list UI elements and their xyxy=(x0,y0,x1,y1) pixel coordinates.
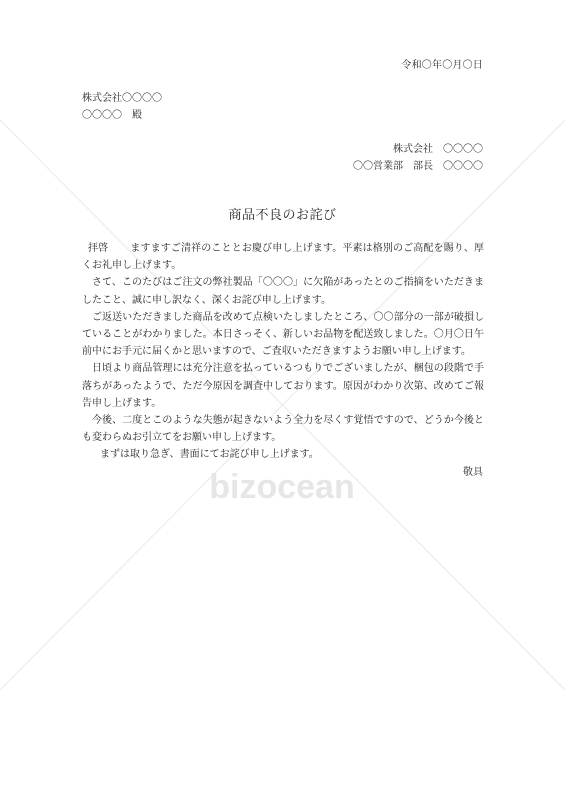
letter-body xyxy=(82,240,484,464)
body-paragraph-3: ご返送いただきました商品を改めて点検いたしましたところ、〇〇部分の一部が破損していることがわかりました。本日さっそく、新しいお品物を配送致しました。〇月〇日午前中にお手元に届くかと思いますので、ご査収いただきますようお願い申し上げます。 xyxy=(82,311,484,358)
sender-block xyxy=(353,141,483,175)
letter-title: 商品不良のお詫び xyxy=(228,208,337,223)
recipient-name: 〇〇〇〇 殿 xyxy=(82,110,142,121)
body-text-1: ますますご清祥のこととお慶び申し上げます。平素は格別のご高配を賜り、厚くお礼申し上げます。 xyxy=(82,243,485,272)
body-paragraph-5: 今後、二度とこのような失態が起きないよう全力を尽くす覚悟ですので、どうか今後とも変わらぬお引立てをお願い申し上げます。 xyxy=(82,415,484,444)
closing-word: 敬具 xyxy=(463,467,483,478)
letter-date: 令和〇年〇月〇日 xyxy=(401,60,483,71)
opening-word: 拝啓 xyxy=(88,243,109,254)
sender-department: 〇〇営業部 部長 〇〇〇〇 xyxy=(353,161,483,172)
body-paragraph-1 xyxy=(82,240,484,274)
sender-company: 株式会社 〇〇〇〇 xyxy=(393,144,483,155)
recipient-block xyxy=(82,90,162,124)
body-paragraph-2: さて、このたびはご注文の弊社製品「〇〇〇」に欠陥があったとのご指摘をいただきましたこと、誠に申し訳なく、深くお詫び申し上げます。 xyxy=(82,277,484,306)
watermark-text: bizocean xyxy=(209,468,355,506)
recipient-company: 株式会社〇〇〇〇 xyxy=(82,93,162,104)
body-paragraph-6: まずは取り急ぎ、書面にてお詫び申し上げます。 xyxy=(100,449,319,461)
body-paragraph-4: 日頃より商品管理には充分注意を払っているつもりでございましたが、梱包の段階で手落ちがあったようで、ただ今原因を調査中しております。原因がわかり次第、改めてご報告申し上げます。 xyxy=(82,363,484,409)
